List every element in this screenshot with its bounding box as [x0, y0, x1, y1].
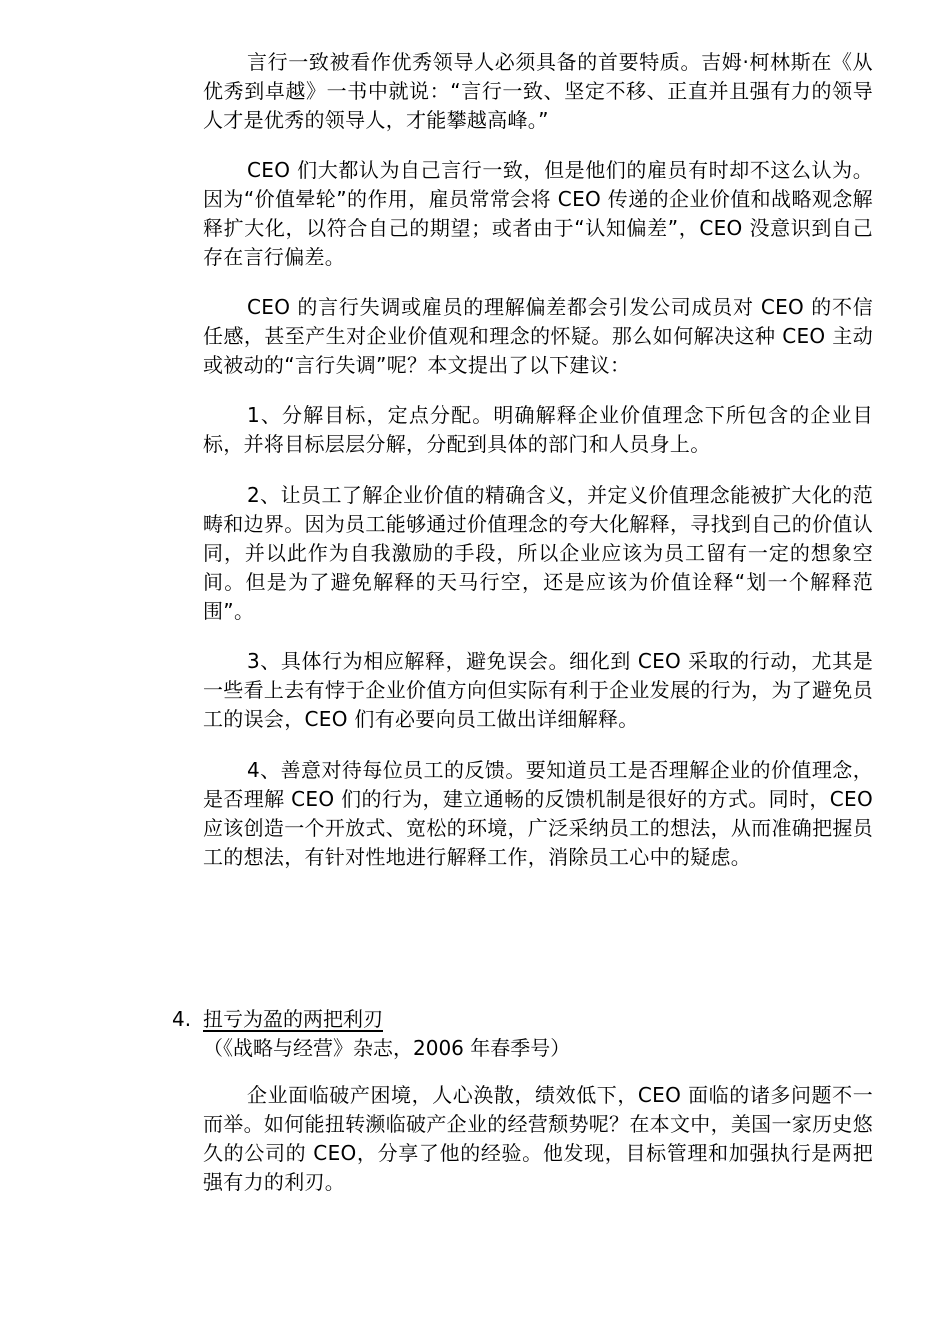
- paragraph-suggestion-3: 3、具体行为相应解释，避免误会。细化到 CEO 采取的行动，尤其是一些看上去有悖于企业价值方向但实际有利于企业发展的行为，为了避免员工的误会，CEO 们有必要向员工做出详细解释。: [203, 649, 873, 731]
- paragraph-suggestion-1: 1、分解目标，定点分配。明确解释企业价值理念下所包含的企业目标，并将目标层层分解，分配到具体的部门和人员身上。: [203, 403, 873, 456]
- paragraph-ceo-misalignment: CEO 的言行失调或雇员的理解偏差都会引发公司成员对 CEO 的不信任感，甚至产生对企业价值观和理念的怀疑。那么如何解决这种 CEO 主动或被动的“言行失调”呢？本文提出了以下建议：: [203, 295, 873, 377]
- paragraph-ceo-perception: CEO 们大都认为自己言行一致，但是他们的雇员有时却不这么认为。因为“价值晕轮”的作用，雇员常常会将 CEO 传递的企业价值和战略观念解释扩大化，以符合自己的期望；或者由于“认知偏差”，CEO 没意识到自己存在言行偏差。: [203, 158, 873, 269]
- section-title-link[interactable]: 扭亏为盈的两把利刃: [203, 1007, 383, 1031]
- paragraph-suggestion-2: 2、让员工了解企业价值的精确含义，并定义价值理念能被扩大化的范畴和边界。因为员工能够通过价值理念的夸大化解释，寻找到自己的价值认同，并以此作为自我激励的手段，所以企业应该为员工留有一定的想象空间。但是为了避免解释的天马行空，还是应该为价值诠释“划一个解释范围”。: [203, 483, 873, 623]
- paragraph-integrity-intro: 言行一致被看作优秀领导人必须具备的首要特质。吉姆·柯林斯在《从优秀到卓越》一书中就说：“言行一致、坚定不移、正直并且强有力的领导人才是优秀的领导人，才能攀越高峰。”: [203, 50, 873, 132]
- section-number: 4.: [172, 1007, 192, 1031]
- paragraph-suggestion-4: 4、善意对待每位员工的反馈。要知道员工是否理解企业的价值理念，是否理解 CEO 们的行为，建立通畅的反馈机制是很好的方式。同时，CEO 应该创造一个开放式、宽松的环境，广泛采纳员工的想法，从而准确把握员工的想法，有针对性地进行解释工作，消除员工心中的疑虑。: [203, 758, 873, 869]
- section-source: （《战略与经营》杂志，2006 年春季号）: [203, 1036, 571, 1060]
- paragraph-section-summary: 企业面临破产困境，人心涣散，绩效低下，CEO 面临的诸多问题不一而举。如何能扭转濒临破产企业的经营颓势呢？在本文中，美国一家历史悠久的公司的 CEO，分享了他的经验。他发现，目标管理和加强执行是两把强有力的利刃。: [203, 1083, 873, 1194]
